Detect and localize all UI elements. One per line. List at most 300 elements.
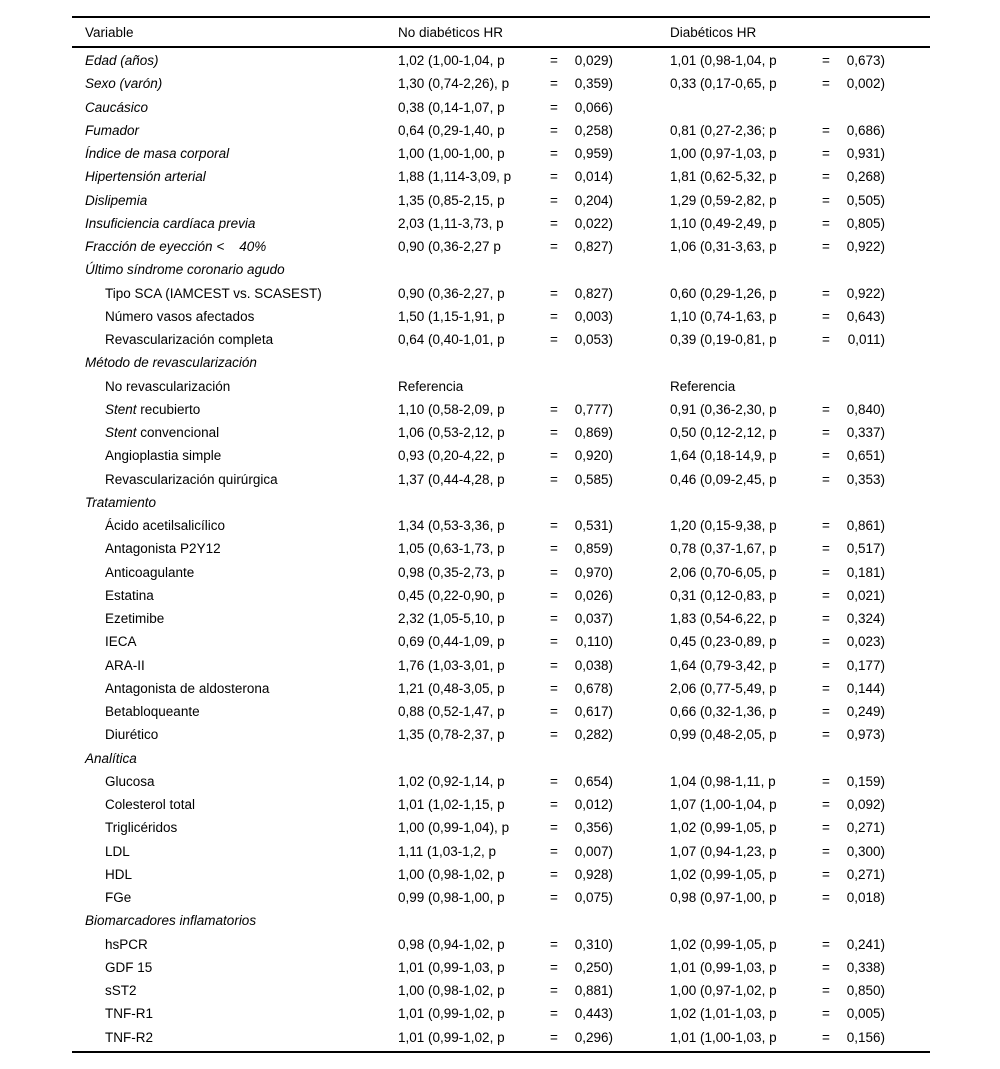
hr-ci-value: 1,64 (0,79-3,42, p [670, 657, 777, 673]
p-value: 0,310) [574, 936, 613, 952]
p-value: 0,881) [574, 983, 613, 999]
table-row [72, 282, 930, 305]
table-body [72, 48, 930, 1051]
hr-ci-value: 1,02 (0,99-1,05, p [670, 936, 777, 952]
hr-ci-value: 1,06 (0,31-3,63, p [670, 239, 777, 255]
p-value: 0,037) [574, 611, 613, 627]
hr-ci-value: 1,01 (0,99-1,02, p [398, 1006, 505, 1022]
hr-ci-value: 0,78 (0,37-1,67, p [670, 541, 777, 557]
no-diabetics-hr-cell [398, 100, 670, 115]
equals-sign: = [822, 471, 830, 487]
equals-sign: = [550, 727, 558, 743]
p-value: 0,022) [574, 215, 613, 231]
equals-sign: = [822, 308, 830, 324]
p-value: 0,959) [574, 146, 613, 162]
no-diabetics-hr-cell [398, 867, 670, 882]
hr-ci-value: 1,35 (0,85-2,15, p [398, 192, 505, 208]
diabetics-hr-cell [670, 239, 930, 254]
hr-ci-value: 1,29 (0,59-2,82, p [670, 192, 777, 208]
p-value: 0,617) [574, 704, 613, 720]
hr-ci-value: 1,20 (0,15-9,38, p [670, 518, 777, 534]
p-value: 0,353) [846, 471, 885, 487]
equals-sign: = [822, 192, 830, 208]
hr-ci-value: 1,00 (0,99-1,04), p [398, 820, 510, 836]
hr-ci-value: 1,01 (1,02-1,15, p [398, 797, 505, 813]
hr-ci-value: 1,10 (0,49-2,49, p [670, 215, 777, 231]
equals-sign: = [550, 866, 558, 882]
diabetics-hr-cell [670, 309, 930, 324]
p-value: 0,356) [574, 820, 613, 836]
hr-ci-value: 0,99 (0,98-1,00, p [398, 890, 505, 906]
table-header-row [72, 18, 930, 48]
variable-cell: TNF-R2 [105, 1029, 153, 1045]
diabetics-hr-cell: Referencia [670, 378, 736, 394]
variable-cell: Método de revascularización [85, 355, 257, 371]
table-row [72, 747, 930, 770]
hr-ci-value: 0,45 (0,22-0,90, p [398, 587, 505, 603]
table-row [72, 328, 930, 351]
diabetics-hr-cell [670, 588, 930, 603]
equals-sign: = [550, 564, 558, 580]
equals-sign: = [550, 192, 558, 208]
equals-sign: = [550, 1006, 558, 1022]
diabetics-hr-cell [670, 820, 930, 835]
no-diabetics-hr-cell [398, 983, 670, 998]
variable-cell: Revascularización completa [105, 332, 274, 348]
hr-ci-value: 1,00 (0,98-1,02, p [398, 983, 505, 999]
diabetics-hr-cell [670, 332, 930, 347]
table-row [72, 770, 930, 793]
p-value: 0,018) [846, 890, 885, 906]
hr-ci-value: 0,60 (0,29-1,26, p [670, 285, 777, 301]
table-row [72, 933, 930, 956]
p-value: 0,144) [846, 680, 885, 696]
p-value: 0,686) [846, 122, 885, 138]
p-value: 0,517) [846, 541, 885, 557]
equals-sign: = [822, 146, 830, 162]
equals-sign: = [550, 471, 558, 487]
hr-ci-value: 1,01 (0,99-1,02, p [398, 1029, 505, 1045]
hr-ci-value: 1,37 (0,44-4,28, p [398, 471, 505, 487]
no-diabetics-hr-cell [398, 169, 670, 184]
table-row [72, 398, 930, 421]
p-value: 0,805) [846, 215, 885, 231]
no-diabetics-hr-cell [398, 76, 670, 91]
equals-sign: = [550, 239, 558, 255]
equals-sign: = [822, 285, 830, 301]
table-row [72, 305, 930, 328]
equals-sign: = [550, 959, 558, 975]
p-value: 0,861) [846, 518, 885, 534]
equals-sign: = [822, 401, 830, 417]
p-value: 0,271) [846, 820, 885, 836]
equals-sign: = [822, 448, 830, 464]
equals-sign: = [550, 332, 558, 348]
no-diabetics-hr-cell [398, 472, 670, 487]
table-row [72, 537, 930, 560]
no-diabetics-hr-cell [398, 53, 670, 68]
p-value: 0,840) [846, 401, 885, 417]
no-diabetics-hr-cell [398, 937, 670, 952]
p-value: 0,002) [846, 76, 885, 92]
table-row [72, 165, 930, 188]
diabetics-hr-cell [670, 844, 930, 859]
variable-cell: Revascularización quirúrgica [105, 471, 278, 487]
p-value: 0,585) [574, 471, 613, 487]
no-diabetics-hr-cell [398, 448, 670, 463]
hr-ci-value: 1,01 (0,98-1,04, p [670, 53, 777, 69]
table-row [72, 561, 930, 584]
hr-ci-value: 0,39 (0,19-0,81, p [670, 332, 777, 348]
hr-ci-value: 0,50 (0,12-2,12, p [670, 425, 777, 441]
hr-ci-value: 1,64 (0,18-14,9, p [670, 448, 777, 464]
hr-ci-value: 1,02 (1,01-1,03, p [670, 1006, 777, 1022]
equals-sign: = [550, 99, 558, 115]
variable-label-part: recubierto [136, 401, 201, 417]
table-row [72, 793, 930, 816]
no-diabetics-hr-cell [398, 727, 670, 742]
diabetics-hr-cell [670, 634, 930, 649]
table-row [72, 491, 930, 514]
p-value: 0,271) [846, 866, 885, 882]
p-value: 0,023) [846, 634, 885, 650]
hr-ci-value: 0,99 (0,48-2,05, p [670, 727, 777, 743]
column-header-variable: Variable [85, 24, 134, 40]
variable-cell: Antagonista P2Y12 [105, 541, 221, 557]
p-value: 0,324) [846, 611, 885, 627]
variable-label-part: convencional [136, 425, 220, 441]
equals-sign: = [822, 843, 830, 859]
hr-ci-value: 1,10 (0,74-1,63, p [670, 308, 777, 324]
p-value: 0,177) [846, 657, 885, 673]
diabetics-hr-cell [670, 286, 930, 301]
variable-cell: GDF 15 [105, 959, 153, 975]
hr-ci-value: 0,45 (0,23-0,89, p [670, 634, 777, 650]
hr-ci-value: 1,07 (1,00-1,04, p [670, 797, 777, 813]
equals-sign: = [822, 215, 830, 231]
variable-cell: Angioplastia simple [105, 448, 222, 464]
hr-ci-value: 0,98 (0,94-1,02, p [398, 936, 505, 952]
p-value: 0,156) [846, 1029, 885, 1045]
no-diabetics-hr-cell [398, 239, 670, 254]
table-row [72, 72, 930, 95]
diabetics-hr-cell [670, 867, 930, 882]
p-value: 0,337) [846, 425, 885, 441]
no-diabetics-hr-cell [398, 774, 670, 789]
p-value: 0,014) [574, 169, 613, 185]
no-diabetics-hr-cell [398, 588, 670, 603]
table-row [72, 1026, 930, 1049]
no-diabetics-hr-cell [398, 193, 670, 208]
variable-cell: sST2 [105, 983, 137, 999]
equals-sign: = [550, 634, 558, 650]
variable-cell: FGe [105, 890, 132, 906]
hr-ci-value: 0,91 (0,36-2,30, p [670, 401, 777, 417]
diabetics-hr-cell [670, 402, 930, 417]
equals-sign: = [822, 332, 830, 348]
table-row [72, 96, 930, 119]
hr-ci-value: 0,33 (0,17-0,65, p [670, 76, 777, 92]
p-value: 0,268) [846, 169, 885, 185]
diabetics-hr-cell [670, 960, 930, 975]
equals-sign: = [822, 959, 830, 975]
p-value: 0,181) [846, 564, 885, 580]
equals-sign: = [550, 797, 558, 813]
equals-sign: = [822, 704, 830, 720]
table-row [72, 189, 930, 212]
hr-ci-value: 1,01 (1,00-1,03, p [670, 1029, 777, 1045]
table-row [72, 212, 930, 235]
hr-ci-value: 0,38 (0,14-1,07, p [398, 99, 505, 115]
variable-cell: Tipo SCA (IAMCEST vs. SCASEST) [105, 285, 322, 301]
hazard-ratio-table [72, 16, 930, 1053]
table-row [72, 886, 930, 909]
diabetics-hr-cell [670, 541, 930, 556]
variable-cell: HDL [105, 866, 133, 882]
equals-sign: = [822, 773, 830, 789]
equals-sign: = [550, 448, 558, 464]
p-value: 0,258) [574, 122, 613, 138]
no-diabetics-hr-cell [398, 611, 670, 626]
diabetics-hr-cell [670, 797, 930, 812]
equals-sign: = [822, 518, 830, 534]
equals-sign: = [822, 239, 830, 255]
p-value: 0,241) [846, 936, 885, 952]
column-header-diabetics-hr: Diabéticos HR [670, 24, 757, 40]
hr-ci-value: 1,02 (1,00-1,04, p [398, 53, 505, 69]
hr-ci-value: 0,93 (0,20-4,22, p [398, 448, 505, 464]
table-row [72, 863, 930, 886]
variable-cell: Fumador [85, 122, 140, 138]
p-value: 0,296) [574, 1029, 613, 1045]
diabetics-hr-cell [670, 774, 930, 789]
p-value: 0,300) [846, 843, 885, 859]
p-value: 0,922) [846, 285, 885, 301]
hr-ci-value: 1,50 (1,15-1,91, p [398, 308, 505, 324]
no-diabetics-hr-cell [398, 681, 670, 696]
hr-ci-value: 0,88 (0,52-1,47, p [398, 704, 505, 720]
equals-sign: = [822, 983, 830, 999]
table-row [72, 840, 930, 863]
equals-sign: = [822, 564, 830, 580]
equals-sign: = [550, 541, 558, 557]
hr-ci-value: 1,04 (0,98-1,11, p [670, 773, 776, 789]
variable-label-part: Stent [105, 401, 137, 417]
no-diabetics-hr-cell [398, 541, 670, 556]
variable-cell: Betabloqueante [105, 704, 200, 720]
hr-ci-value: 1,35 (0,78-2,37, p [398, 727, 505, 743]
diabetics-hr-cell [670, 983, 930, 998]
hr-ci-value: 1,34 (0,53-3,36, p [398, 518, 505, 534]
no-diabetics-hr-cell [398, 704, 670, 719]
equals-sign: = [550, 843, 558, 859]
p-value: 0,005) [846, 1006, 885, 1022]
hr-ci-value: 1,11 (1,03-1,2, p [398, 843, 497, 859]
equals-sign: = [550, 680, 558, 696]
table-row [72, 142, 930, 165]
table-row [72, 909, 930, 932]
p-value: 0,922) [846, 239, 885, 255]
hr-ci-value: 1,07 (0,94-1,23, p [670, 843, 777, 859]
diabetics-hr-cell [670, 518, 930, 533]
equals-sign: = [822, 820, 830, 836]
no-diabetics-hr-cell [398, 309, 670, 324]
equals-sign: = [822, 657, 830, 673]
diabetics-hr-cell [670, 448, 930, 463]
diabetics-hr-cell [670, 425, 930, 440]
no-diabetics-hr-cell [398, 332, 670, 347]
no-diabetics-hr-cell [398, 146, 670, 161]
variable-cell [85, 402, 398, 417]
table-row [72, 444, 930, 467]
table-row [72, 1002, 930, 1025]
equals-sign: = [550, 773, 558, 789]
hr-ci-value: 1,00 (0,97-1,02, p [670, 983, 777, 999]
table-row [72, 630, 930, 653]
hr-ci-value: 1,00 (0,98-1,02, p [398, 866, 505, 882]
equals-sign: = [822, 169, 830, 185]
p-value: 0,443) [574, 1006, 613, 1022]
p-value: 0,654) [574, 773, 613, 789]
hr-ci-value: 1,88 (1,114-3,09, p [398, 169, 512, 185]
diabetics-hr-cell [670, 565, 930, 580]
p-value: 0,026) [574, 587, 613, 603]
equals-sign: = [550, 122, 558, 138]
equals-sign: = [822, 727, 830, 743]
equals-sign: = [822, 680, 830, 696]
hr-ci-value: 1,76 (1,03-3,01, p [398, 657, 505, 673]
diabetics-hr-cell [670, 146, 930, 161]
variable-cell [85, 425, 398, 440]
no-diabetics-hr-cell [398, 890, 670, 905]
table-row [72, 700, 930, 723]
p-value: 0,003) [574, 308, 613, 324]
no-diabetics-hr-cell [398, 518, 670, 533]
p-value: 0,110) [575, 634, 613, 650]
hr-ci-value: 1,10 (0,58-2,09, p [398, 401, 505, 417]
variable-cell: Caucásico [85, 99, 149, 115]
p-value: 0,066) [574, 99, 613, 115]
p-value: 0,011) [847, 332, 885, 348]
no-diabetics-hr-cell [398, 216, 670, 231]
equals-sign: = [550, 704, 558, 720]
p-value: 0,777) [574, 401, 613, 417]
equals-sign: = [822, 936, 830, 952]
diabetics-hr-cell [670, 53, 930, 68]
equals-sign: = [550, 401, 558, 417]
hr-ci-value: 1,00 (1,00-1,00, p [398, 146, 505, 162]
no-diabetics-hr-cell [398, 425, 670, 440]
variable-cell: Anticoagulante [105, 564, 195, 580]
variable-cell: Antagonista de aldosterona [105, 680, 270, 696]
p-value: 0,859) [574, 541, 613, 557]
no-diabetics-hr-cell [398, 286, 670, 301]
p-value: 0,673) [846, 53, 885, 69]
equals-sign: = [822, 541, 830, 557]
equals-sign: = [550, 215, 558, 231]
equals-sign: = [550, 820, 558, 836]
equals-sign: = [822, 122, 830, 138]
no-diabetics-hr-cell [398, 797, 670, 812]
p-value: 0,850) [846, 983, 885, 999]
diabetics-hr-cell [670, 1006, 930, 1021]
hr-ci-value: 1,01 (0,99-1,03, p [670, 959, 777, 975]
variable-cell: Tratamiento [85, 494, 157, 510]
variable-cell: Glucosa [105, 773, 155, 789]
no-diabetics-hr-cell [398, 402, 670, 417]
p-value: 0,651) [846, 448, 885, 464]
diabetics-hr-cell [670, 216, 930, 231]
equals-sign: = [822, 76, 830, 92]
p-value: 0,012) [574, 797, 613, 813]
equals-sign: = [822, 425, 830, 441]
hr-ci-value: 0,81 (0,27-2,36; p [670, 122, 777, 138]
diabetics-hr-cell [670, 937, 930, 952]
hr-ci-value: 1,05 (0,63-1,73, p [398, 541, 505, 557]
hr-ci-value: 0,66 (0,32-1,36, p [670, 704, 777, 720]
equals-sign: = [822, 53, 830, 69]
table-row [72, 956, 930, 979]
equals-sign: = [822, 587, 830, 603]
p-value: 0,869) [574, 425, 613, 441]
p-value: 0,075) [574, 890, 613, 906]
hr-ci-value: 1,21 (0,48-3,05, p [398, 680, 505, 696]
equals-sign: = [550, 425, 558, 441]
hr-ci-value: 1,00 (0,97-1,03, p [670, 146, 777, 162]
variable-cell: Ácido acetilsalicílico [105, 518, 226, 534]
variable-cell: Fracción de eyección < 40% [85, 239, 267, 255]
equals-sign: = [550, 146, 558, 162]
diabetics-hr-cell [670, 890, 930, 905]
table-row [72, 979, 930, 1002]
variable-cell: ARA-II [105, 657, 145, 673]
table-row [72, 607, 930, 630]
table-row [72, 723, 930, 746]
p-value: 0,970) [574, 564, 613, 580]
no-diabetics-hr-cell [398, 123, 670, 138]
hr-ci-value: 0,46 (0,09-2,45, p [670, 471, 777, 487]
variable-cell: TNF-R1 [105, 1006, 153, 1022]
p-value: 0,338) [846, 959, 885, 975]
p-value: 0,827) [574, 239, 613, 255]
p-value: 0,827) [574, 285, 613, 301]
equals-sign: = [822, 890, 830, 906]
diabetics-hr-cell [670, 1030, 930, 1045]
p-value: 0,007) [574, 843, 613, 859]
variable-cell: Analítica [85, 750, 137, 766]
equals-sign: = [822, 797, 830, 813]
equals-sign: = [550, 76, 558, 92]
variable-cell: Ezetimibe [105, 611, 165, 627]
no-diabetics-hr-cell [398, 634, 670, 649]
no-diabetics-hr-cell: Referencia [398, 378, 464, 394]
table-row [72, 235, 930, 258]
no-diabetics-hr-cell [398, 565, 670, 580]
hr-ci-value: 2,03 (1,11-3,73, p [398, 215, 504, 231]
variable-cell: Biomarcadores inflamatorios [85, 913, 257, 929]
table-row [72, 119, 930, 142]
table-row [72, 514, 930, 537]
variable-label-part: Stent [105, 425, 137, 441]
p-value: 0,359) [574, 76, 613, 92]
diabetics-hr-cell [670, 658, 930, 673]
variable-cell: Triglicéridos [105, 820, 178, 836]
table-row [72, 584, 930, 607]
p-value: 0,531) [574, 518, 613, 534]
table-row [72, 421, 930, 444]
hr-ci-value: 0,90 (0,36-2,27 p [398, 239, 501, 255]
p-value: 0,505) [846, 192, 885, 208]
